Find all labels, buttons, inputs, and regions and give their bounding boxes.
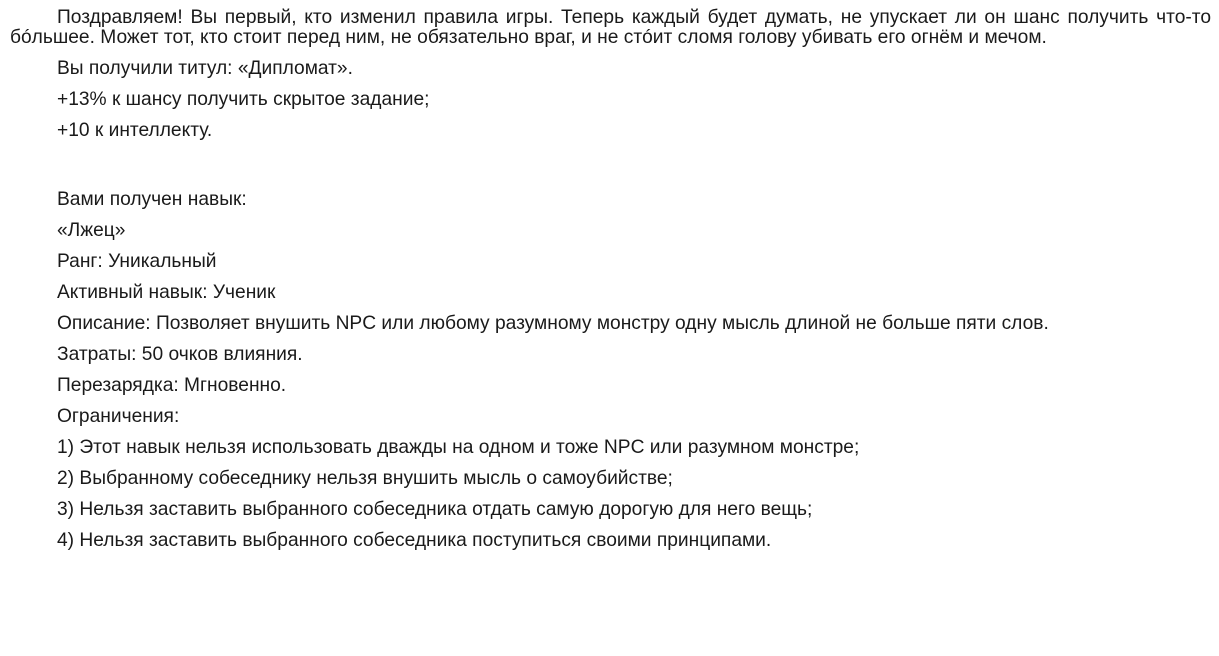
restriction-item-2: 2) Выбранному собеседнику нельзя внушить мысль о самоубийстве; <box>57 468 673 489</box>
intro-paragraph: Поздравляем! Вы первый, кто изменил правила игры. Теперь каждый будет думать, не упускает ли он шанс получить что-то бóльшее. Может тот, кто стоит перед ним, не обязательно враг, и не стóит сломя голову убивать его огнём и мечом. <box>10 7 1211 48</box>
restriction-item-1: 1) Этот навык нельзя использовать дважды на одном и тоже NPC или разумном монстре; <box>57 437 860 458</box>
restriction-item-3: 3) Нельзя заставить выбранного собеседника отдать самую дорогую для него вещь; <box>57 499 813 520</box>
skill-type: Активный навык: Ученик <box>57 282 276 303</box>
restriction-item-4: 4) Нельзя заставить выбранного собеседника поступиться своими принципами. <box>57 530 772 551</box>
skill-rank: Ранг: Уникальный <box>57 251 217 272</box>
bonus-intellect: +10 к интеллекту. <box>57 120 213 141</box>
skill-cooldown: Перезарядка: Мгновенно. <box>57 375 287 396</box>
skill-received: Вами получен навык: <box>57 189 247 210</box>
skill-restrictions-heading: Ограничения: <box>57 406 180 427</box>
skill-description: Описание: Позволяет внушить NPC или любому разумному монстру одну мысль длиной не больше пяти слов. <box>57 313 1049 334</box>
skill-cost: Затраты: 50 очков влияния. <box>57 344 303 365</box>
title-received: Вы получили титул: «Дипломат». <box>57 58 353 79</box>
skill-name: «Лжец» <box>57 220 126 241</box>
bonus-hidden-quest: +13% к шансу получить скрытое задание; <box>57 89 430 110</box>
